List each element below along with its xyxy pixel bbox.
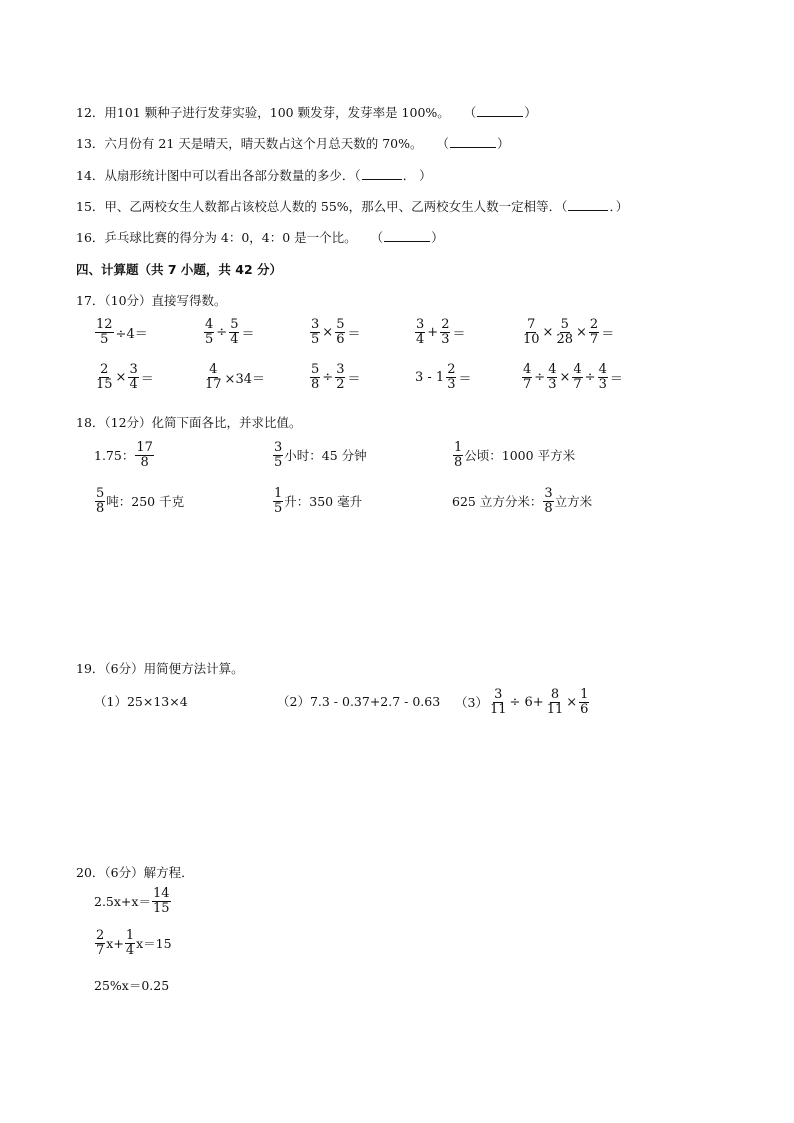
q17-r2-d: 3 - 1 $\frac{2}{3}$ ＝ [415, 362, 472, 392]
question-15: 15．甲、乙两校女生人数都占该校总人数的 55%，那么甲、乙两校女生人数一定相等．（ ．） [76, 199, 629, 214]
q17-r2-a: $\frac{2}{15}$ × $\frac{3}{4}$ ＝ [96, 362, 154, 392]
q17-r1-e: $\frac{7}{10}$ × $\frac{5}{28}$ × $\frac{2}{7}$ ＝ [523, 317, 615, 347]
question-14: 14．从扇形统计图中可以看出各部分数量的多少．（ ． ） [76, 168, 432, 183]
answer-blank[interactable] [384, 230, 430, 242]
q17-r1-a: $\frac{12}{5}$ ÷4＝ [96, 317, 148, 347]
question-12: 12．用101 颗种子进行发芽实验，100 颗发芽，发芽率是 100%。 （ ） [76, 105, 537, 120]
question-18-title: 18．（12分）化简下面各比，并求比值。 [76, 415, 302, 430]
q18-a: 1.75： $\frac{17}{8}$ [94, 440, 153, 470]
q17-r2-b: $\frac{4}{17}$ ×34＝ [205, 362, 265, 392]
question-19-title: 19．（6分）用简便方法计算。 [76, 661, 244, 676]
q20-c: 25%x＝0.25 [94, 978, 170, 993]
q18-b: $\frac{3}{5}$ 小时：45 分钟 [274, 440, 367, 470]
q17-r1-b: $\frac{4}{5}$ ÷ $\frac{5}{4}$ ＝ [205, 317, 255, 347]
q17-r2-e: $\frac{4}{7}$ ÷ $\frac{4}{3}$ × $\frac{4}{7}$ ÷ $\frac{4}{3}$ ＝ [523, 362, 623, 392]
q20-b: $\frac{2}{7}$ x+ $\frac{1}{4}$ x＝15 [96, 928, 172, 958]
q17-r1-c: $\frac{3}{5}$ × $\frac{5}{6}$ ＝ [311, 317, 361, 347]
answer-blank[interactable] [477, 105, 523, 117]
answer-blank[interactable] [362, 168, 402, 180]
answer-blank[interactable] [450, 136, 496, 148]
q18-d: $\frac{5}{8}$ 吨：250 千克 [96, 486, 185, 516]
q18-e: $\frac{1}{5}$ 升：350 毫升 [274, 486, 363, 516]
answer-blank[interactable] [568, 199, 608, 211]
section-heading: 四、计算题（共 7 小题，共 42 分） [76, 262, 283, 277]
question-17-title: 17．（10分）直接写得数。 [76, 293, 227, 308]
q20-a: 2.5x+x＝ $\frac{14}{15}$ [94, 886, 170, 916]
question-13: 13．六月份有 21 天是晴天，晴天数占这个月总天数的 70%。 （ ） [76, 136, 510, 151]
q17-r1-d: $\frac{3}{4}$ + $\frac{2}{3}$ ＝ [416, 317, 466, 347]
q19-b: （2）7.3 - 0.37+2.7 - 0.63 [277, 694, 441, 709]
q18-c: $\frac{1}{8}$ 公顷：1000 平方米 [454, 440, 576, 470]
question-20-title: 20．（6分）解方程． [76, 865, 194, 880]
question-16: 16．乒乓球比赛的得分为 4：0，4：0 是一个比。 （ ） [76, 230, 444, 245]
q17-r2-c: $\frac{5}{8}$ ÷ $\frac{3}{2}$ ＝ [311, 362, 361, 392]
q19-a: （1）25×13×4 [94, 694, 188, 709]
q19-c: （3） $\frac{3}{11}$ ÷ 6+ $\frac{8}{11}$ × $\frac{1}{6}$ [455, 687, 589, 717]
q18-f: 625 立方分米： $\frac{3}{8}$ 立方米 [452, 486, 593, 516]
